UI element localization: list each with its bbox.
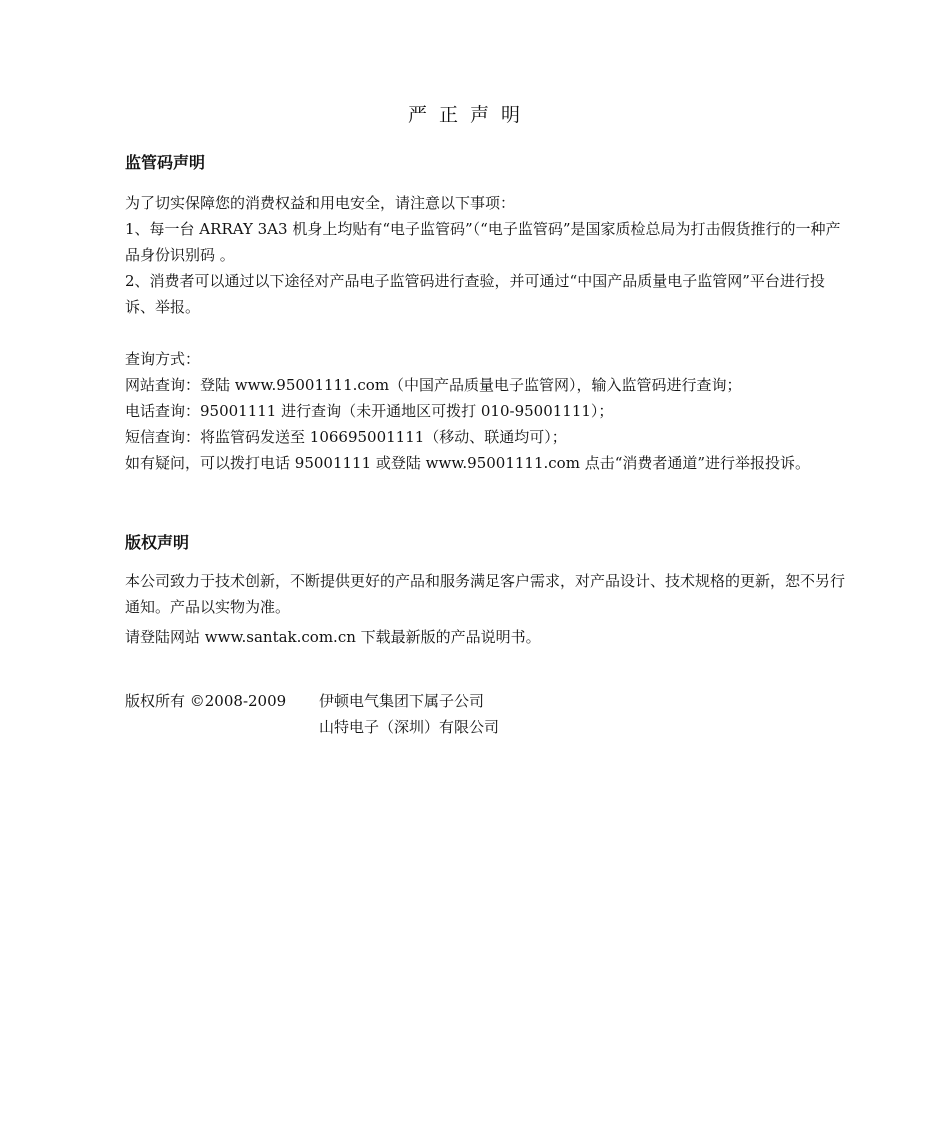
company-names: [319, 688, 499, 740]
copyright-text-2: 请登陆网站 www.santak.com.cn 下载最新版的产品说明书。: [125, 628, 541, 646]
query-methods: [125, 346, 845, 476]
company-name-2: 山特电子（深圳）有限公司: [319, 718, 500, 736]
copyright-years: 版权所有 ©2008-2009: [125, 692, 287, 710]
query-phone: 电话查询：95001111 进行查询（未开通地区可拨打 010-95001111）；: [125, 402, 614, 420]
supervision-intro: 为了切实保障您的消费权益和用电安全，请注意以下事项：: [125, 194, 516, 212]
document-title: 严正声明: [407, 104, 532, 126]
company-name-1: 伊顿电气集团下属子公司: [319, 692, 485, 710]
copyright-text-1: 本公司致力于技术创新，不断提供更好的产品和服务满足客户需求，对产品设计、技术规格的更新，恕不另行通知。产品以实物为准。: [125, 572, 846, 616]
copyright-notice: [125, 568, 845, 650]
query-sms: 短信查询：将监管码发送至 106695001111（移动、联通均可）；: [125, 428, 567, 446]
supervision-notice: [125, 190, 845, 320]
query-website: 网站查询：登陆 www.95001111.com（中国产品质量电子监管网），输入监管码进行查询；: [125, 376, 742, 394]
query-contact: 如有疑问，可以拨打电话 95001111 或登陆 www.95001111.com 点击“消费者通道”进行举报投诉。: [125, 454, 811, 472]
supervision-heading: 监管码声明: [125, 153, 206, 172]
supervision-item-2: 2、消费者可以通过以下途径对产品电子监管码进行查验，并可通过“中国产品质量电子监管网”平台进行投诉、举报。: [125, 272, 825, 316]
query-heading: 查询方式：: [125, 350, 201, 368]
copyright-heading: 版权声明: [125, 533, 190, 552]
supervision-item-1: 1、每一台 ARRAY 3A3 机身上均贴有“电子监管码”（“电子监管码”是国家质检总局为打击假货推行的一种产品身份识别码 。: [125, 220, 841, 264]
